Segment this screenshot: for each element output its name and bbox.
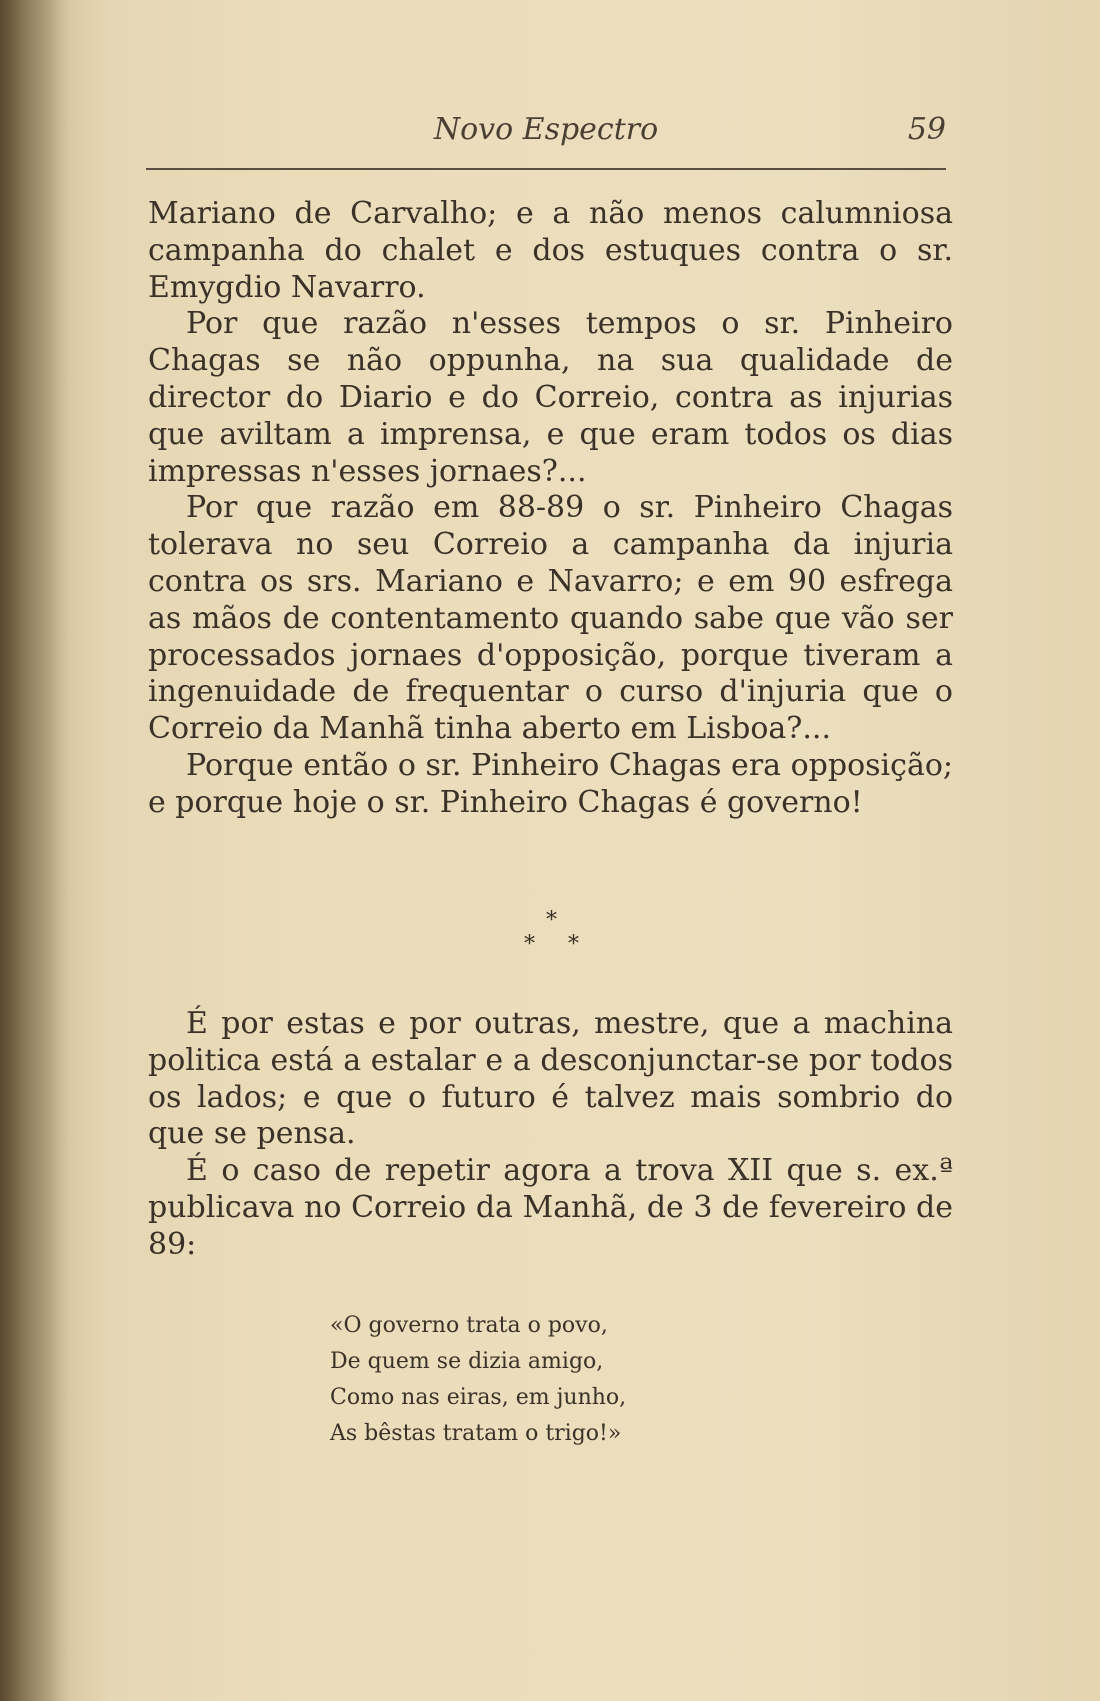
paragraph: É por estas e por outras, mestre, que a machina politica está a estalar e a desconjunctar-se por todos os lados; e que o futuro é talvez mais sombrio do que se pensa. <box>148 1006 953 1152</box>
verse-quote <box>330 1308 730 1452</box>
verse-line: As bêstas tratam o trigo!» <box>330 1421 622 1446</box>
asterisk: * <box>546 908 557 933</box>
verse-line: «O governo trata o povo, <box>330 1313 608 1338</box>
paragraph: É o caso de repetir agora a trova XII que s. ex.ª publicava no Correio da Manhã, de 3 de fevereiro de 89: <box>148 1153 953 1262</box>
running-title: Novo Espectro <box>433 112 659 147</box>
paragraph: Mariano de Carvalho; e a não menos calumniosa campanha do chalet e dos estuques contra o sr. Emygdio Navarro. <box>148 196 953 305</box>
spine-shadow <box>0 0 70 1701</box>
paragraph: Por que razão n'esses tempos o sr. Pinheiro Chagas se não oppunha, na sua qualidade de director do Diario e do Correio, contra as injurias que aviltam a imprensa, e que eram todos os dias impressas n'esses jornaes?... <box>148 306 953 489</box>
verse-line: Como nas eiras, em junho, <box>330 1385 627 1410</box>
body-text-top <box>148 196 953 822</box>
paragraph: Por que razão em 88-89 o sr. Pinheiro Chagas tolerava no seu Correio a campanha da injuria contra os srs. Mariano e Navarro; e em 90 esfrega as mãos de contentamento quando sabe que vão ser processados jornaes d'opposição, porque tiveram a ingenuidade de frequentar o curso d'injuria que o Correio da Manhã tinha aberto em Lisboa?... <box>148 490 953 747</box>
body-text-bottom <box>148 1006 953 1264</box>
header-rule <box>146 168 946 170</box>
verse-line: De quem se dizia amigo, <box>330 1349 604 1374</box>
page-number: 59 <box>907 112 946 147</box>
asterisk: * <box>524 932 535 957</box>
page-header <box>146 112 946 152</box>
asterisk: * <box>568 932 579 957</box>
asterism-divider <box>500 908 600 968</box>
paragraph: Porque então o sr. Pinheiro Chagas era opposição; e porque hoje o sr. Pinheiro Chagas é governo! <box>148 747 953 820</box>
